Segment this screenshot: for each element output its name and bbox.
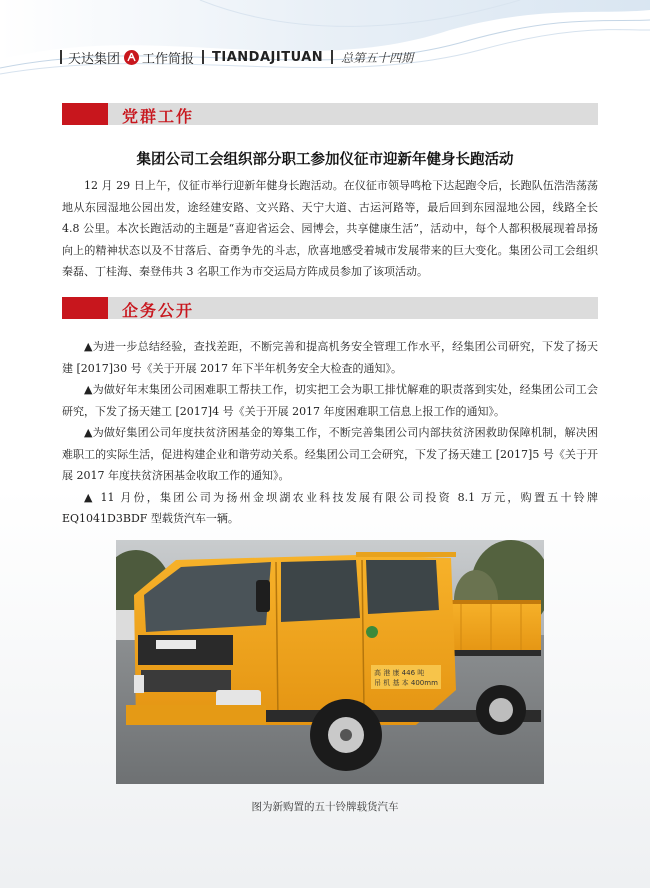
door-text-line1: 高 港 康 446 吨 [374, 669, 425, 677]
article-body [62, 175, 598, 283]
article-title: 集团公司工会组织部分职工参加仪征市迎新年健身长跑活动 [136, 151, 514, 168]
section-title: 党群工作 [122, 107, 195, 126]
truck-illustration [116, 540, 544, 784]
tianda-logo-icon [124, 50, 139, 65]
issue-number: 总第五十四期 [341, 50, 414, 65]
header-wave-decoration [0, 0, 650, 80]
brand-name: 天达集团 [68, 51, 121, 67]
photo-caption: 图为新购置的五十铃牌载货汽车 [251, 801, 399, 813]
header-title-row [60, 47, 413, 67]
section-title: 企务公开 [122, 301, 195, 320]
brand-name-english: TIANDAJITUAN [212, 49, 324, 65]
notice-item: ▲为做好年末集团公司困难职工帮扶工作，切实把工会为职工排忧解难的职责落到实处，经集团公司工会研究，下发了扬天建工 [2017]4 号《关于开展 2017 年度困难职工信息上报工作的通知》。 [62, 383, 598, 418]
paragraph: 12 月 29 日上午，仪征市举行迎新年健身长跑活动。在仪征市领导鸣枪下达起跑令后，长跑队伍浩浩荡荡地从东园湿地公园出发，途经建安路、文兴路、天宁大道、古运河路等，最后回到东园湿地公园，线路全长 4.8 公里。本次长跑活动的主题是“喜迎省运会、园博会，共享健康生活”，活动中，每个人都积极展现着昂扬向上的精神状态以及不甘落后、奋勇争先的斗志，欣喜地感受着城市发展带来的巨大变化。集团公司工会组织秦磊、丁桂海、秦登伟共 3 名职工作为市交运局方阵成员参加了该项活动。 [62, 179, 598, 278]
header-separator [331, 50, 333, 64]
notice-list [62, 336, 598, 530]
door-text-line2: 吊 机 基 本 400mm [374, 679, 438, 687]
section-heading-red-block [62, 103, 108, 125]
publication-name: 工作简报 [142, 51, 195, 67]
notice-item: ▲ 11 月份，集团公司为扬州金坝湖农业科技发展有限公司投资 8.1 万元，购置五十铃牌 EQ1041D3BDF 型载货汽车一辆。 [62, 490, 598, 525]
notice-item: ▲为做好集团公司年度扶贫济困基金的筹集工作，不断完善集团公司内部扶贫济困救助保障机制，解决困难职工的实际生活，促进构建企业和谐劳动关系。经集团公司工会研究，下发了扬天建工 [2017]5 号《关于开展 2017 年度扶贫济困基金收取工作的通知》。 [62, 426, 598, 482]
notice-item: ▲为进一步总结经验，查找差距，不断完善和提高机务安全管理工作水平，经集团公司研究，下发了扬天建 [2017]30 号《关于开展 2017 年下半年机务安全大检查的通知》。 [62, 340, 598, 375]
section-heading-party [62, 103, 598, 125]
section-heading-enterprise [62, 297, 598, 319]
truck-photo [116, 540, 544, 784]
header-left-bar [60, 50, 62, 64]
page-header [0, 0, 650, 80]
section-heading-red-block [62, 297, 108, 319]
header-separator [202, 50, 204, 64]
